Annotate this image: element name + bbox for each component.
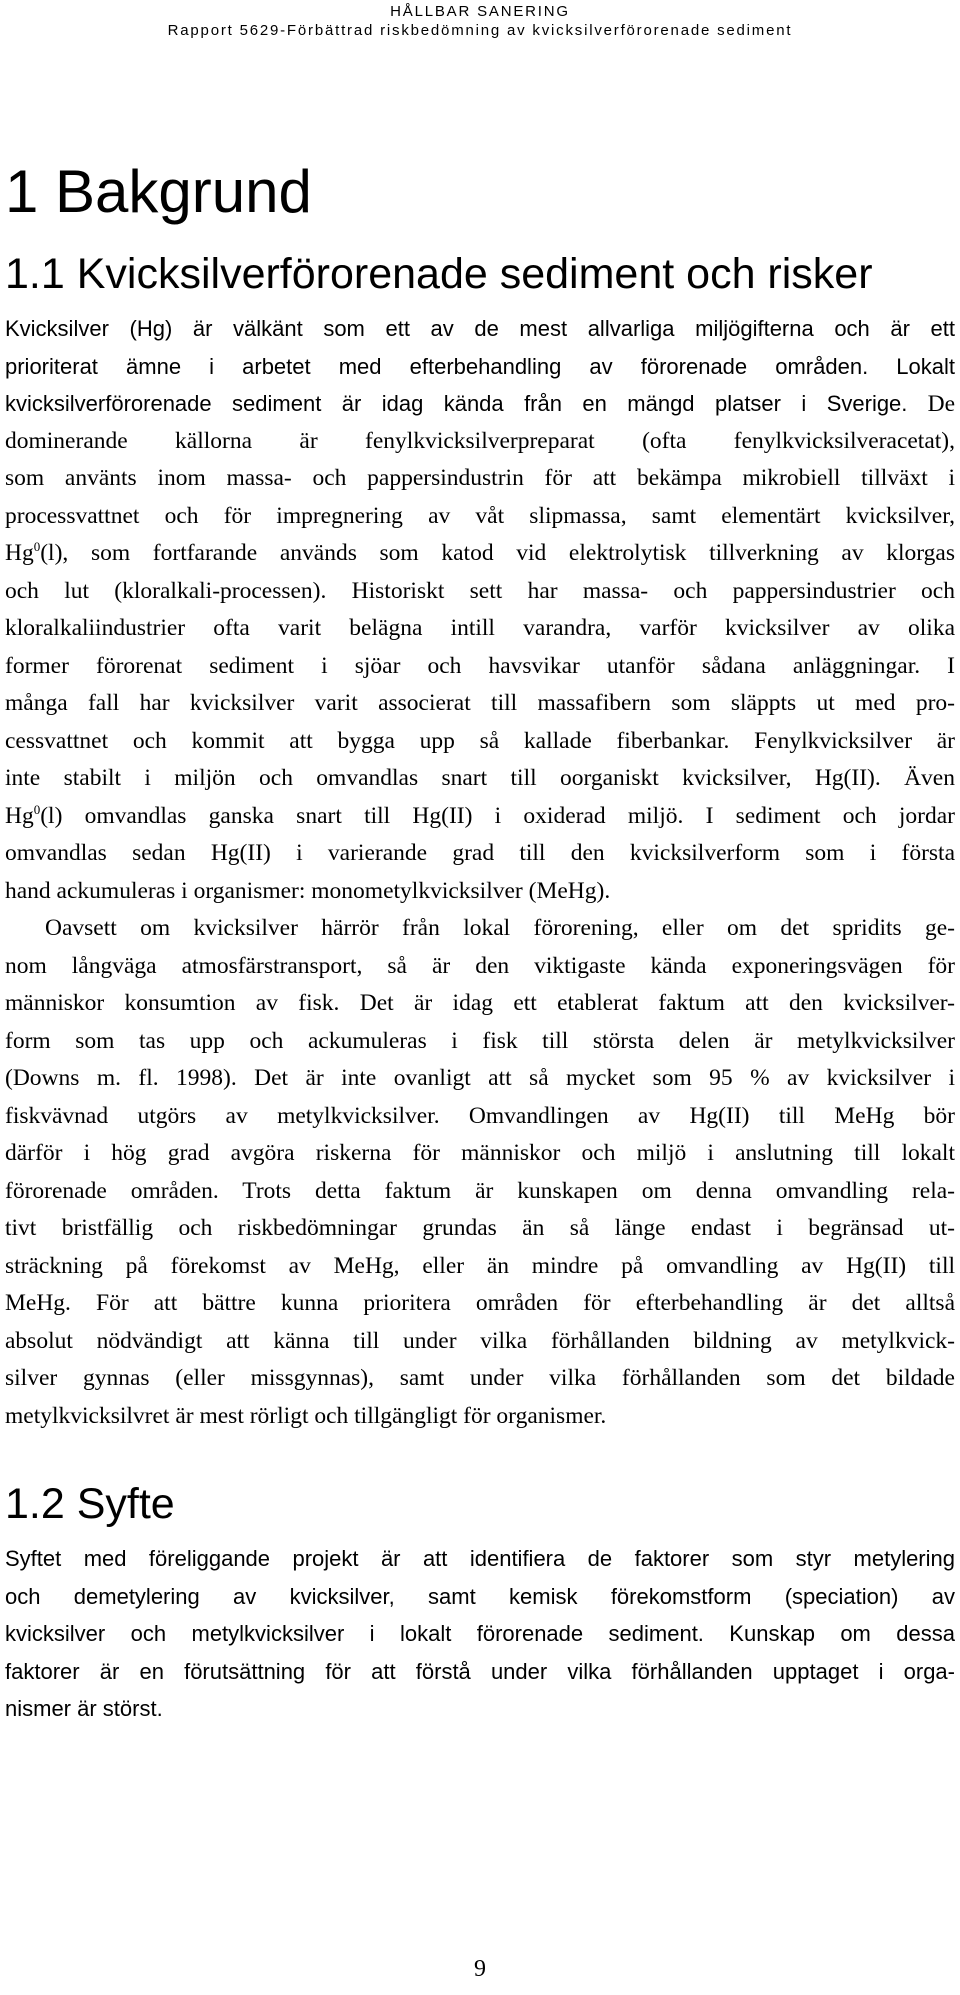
body-line: MeHg. För att bättre kunna prioritera områden för efterbehandling är det alltså [5, 1290, 955, 1316]
body-line: tivt bristfällig och riskbedömningar grundas än så länge endast i begränsad ut- [5, 1215, 955, 1241]
body-line: metylkvicksilvret är mest rörligt och tillgängligt för organismer. [5, 1402, 607, 1429]
body-line: nom långväga atmosfärstransport, så är den viktigaste kända exponeringsvägen för [5, 952, 955, 979]
body-line: omvandlas sedan Hg(II) i varierande grad till den kvicksilverform som i första [5, 840, 955, 866]
body-line [5, 798, 955, 836]
body-line: inte stabilt i miljön och omvandlas snart till oorganiskt kvicksilver, Hg(II). Även [5, 765, 955, 791]
section-heading-1-1: 1.1 Kvicksilverförorenade sediment och risker [5, 250, 873, 298]
body-line: Kvicksilver (Hg) är välkänt som ett av de mest allvarliga miljögifterna och är ett [5, 316, 955, 341]
body-line: sträckning på förekomst av MeHg, eller än mindre på omvandling av Hg(II) till [5, 1252, 955, 1279]
body-line: dominerande källorna är fenylkvicksilverpreparat (ofta fenylkvicksilveracetat), [5, 427, 955, 454]
body-line: prioriterat ämne i arbetet med efterbehandling av förorenade områden. Lokalt [5, 353, 955, 379]
hg-symbol: Hg [5, 802, 34, 829]
section-heading-1-2: 1.2 Syfte [5, 1480, 175, 1528]
body-line: nismer är störst. [5, 1696, 163, 1721]
body-line-text: kvicksilverförorenade sediment är idag kända från en mängd platser i Sverige. [5, 391, 908, 416]
body-line: Syftet med föreliggande projekt är att identifiera de faktorer som styr metylering [5, 1546, 955, 1571]
body-line: hand ackumuleras i organismer: monometylkvicksilver (MeHg). [5, 877, 611, 904]
hg-symbol: Hg [5, 540, 34, 566]
hg-superscript: 0 [33, 801, 41, 817]
page-number: 9 [474, 1956, 486, 1982]
header-organization: HÅLLBAR SANERING [390, 3, 570, 20]
body-line: form som tas upp och ackumuleras i fisk till största delen är metylkvicksilver [5, 1027, 955, 1054]
body-line: silver gynnas (eller missgynnas), samt under vilka förhållanden som det bildade [5, 1365, 955, 1391]
body-line: (Downs m. fl. 1998). Det är inte ovanligt att så mycket som 95 % av kvicksilver i [5, 1065, 955, 1091]
body-line [5, 535, 955, 573]
body-line: och lut (kloralkali-processen). Historiskt sett har massa- och pappersindustrier och [5, 577, 955, 604]
chapter-heading: 1 Bakgrund [5, 158, 312, 225]
body-line: fiskvävnad utgörs av metylkvicksilver. Omvandlingen av Hg(II) till MeHg bör [5, 1102, 955, 1129]
body-line: Oavsett om kvicksilver härrör från lokal förorening, eller om det spridits ge- [45, 915, 955, 941]
body-line-text: (l), som fortfarande används som katod vid elektrolytisk tillverkning av klorgas [40, 540, 955, 566]
body-line: förorenade områden. Trots detta faktum är kunskapen om denna omvandling rela- [5, 1177, 955, 1204]
body-line: som använts inom massa- och pappersindustrin för att bekämpa mikrobiell tillväxt i [5, 465, 955, 491]
section-1-2-body [5, 1540, 955, 1728]
body-line: former förorenat sediment i sjöar och havsvikar utanför sådana anläggningar. I [5, 652, 955, 679]
section-1-1-body [5, 310, 955, 1435]
hg-superscript: 0 [33, 539, 41, 554]
body-line: och demetylering av kvicksilver, samt kemisk förekomstform (speciation) av [5, 1583, 955, 1609]
body-line: många fall har kvicksilver varit associerat till massafibern som släppts ut med pro- [5, 690, 955, 716]
body-line [5, 385, 955, 423]
body-line: faktorer är en förutsättning för att förstå under vilka förhållanden upptaget i orga- [5, 1658, 955, 1684]
body-line: cessvattnet och kommit att bygga upp så kallade fiberbankar. Fenylkvicksilver är [5, 727, 955, 754]
body-line: människor konsumtion av fisk. Det är idag ett etablerat faktum att den kvicksilver- [5, 990, 955, 1016]
header-report-title: Rapport 5629-Förbättrad riskbedömning av kvicksilverförorenade sediment [167, 22, 793, 39]
body-line: därför i hög grad avgöra riskerna för människor och miljö i anslutning till lokalt [5, 1140, 955, 1166]
body-line: absolut nödvändigt att känna till under vilka förhållanden bildning av metylkvick- [5, 1327, 955, 1354]
body-line: kloralkaliindustrier ofta varit belägna intill varandra, varför kvicksilver av olika [5, 615, 955, 641]
body-line: processvattnet och för impregnering av våt slipmassa, samt elementärt kvicksilver, [5, 502, 955, 529]
body-line-text: (l) omvandlas ganska snart till Hg(II) i oxiderad miljö. I sediment och jordar [40, 802, 955, 829]
body-line-text-de: De [927, 391, 956, 417]
body-line: kvicksilver och metylkvicksilver i lokalt förorenade sediment. Kunskap om dessa [5, 1621, 955, 1646]
